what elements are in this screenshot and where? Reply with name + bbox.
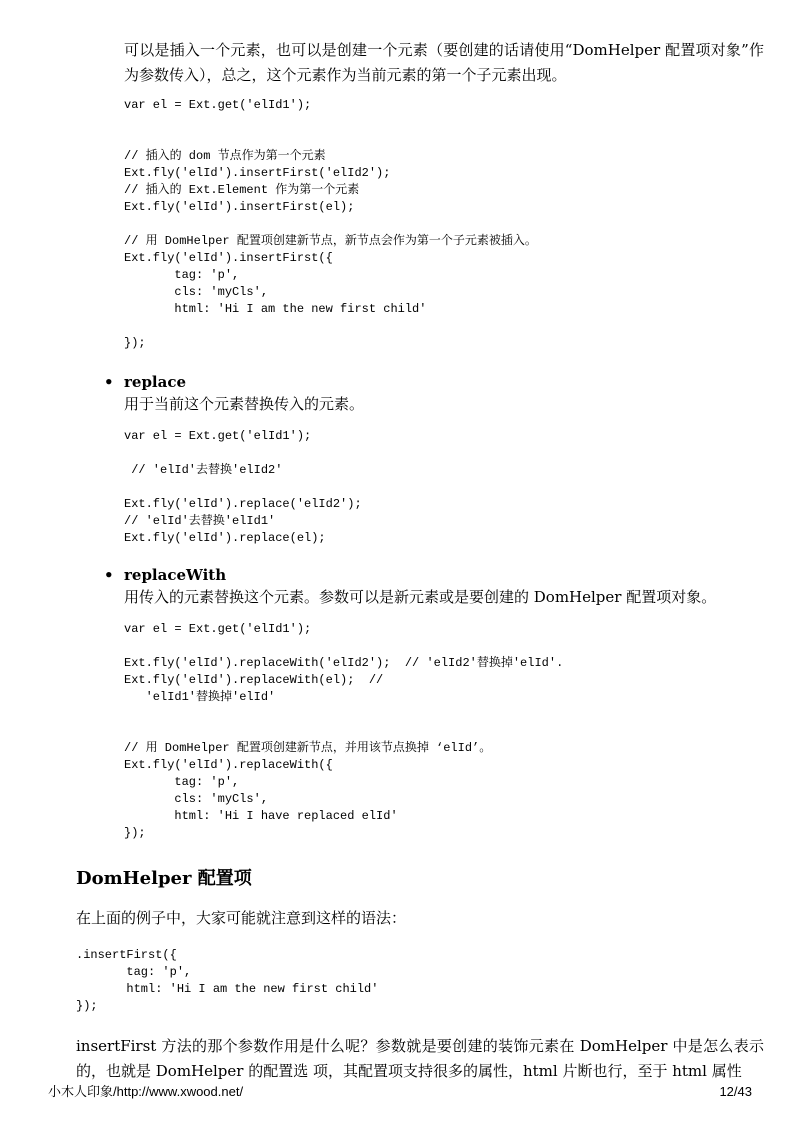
code-block-replace-with: var el = Ext.get('elId1'); Ext.fly('elId').replaceWith('elId2'); // 'elId2'替换掉'elId'. Ext.fly('elId').replaceWith(el); // 'elId1'替换掉'elId' // 用 DomHelper 配置项创建新节点，并用该节点换掉 ‘elId’。 Ext.fly('elId').replaceWith({ tag: 'p', cls: 'myCls', html: 'Hi I have replaced elId' });	[124, 622, 564, 840]
bullet-replace	[104, 371, 744, 393]
domhelper-closing-paragraph: insertFirst 方法的那个参数作用是什么呢？参数就是要创建的装饰元素在 DomHelper 中是怎么表示的，也就是 DomHelper 的配置选 项，其配置项支持很多的属性，html 片断也行，至于 html 属性	[76, 1037, 764, 1080]
domhelper-lead: 在上面的例子中，大家可能就注意到这样的语法：	[76, 909, 407, 927]
footer-source: 小木人印象/http://www.xwood.net/	[48, 1084, 244, 1099]
code-block-insert-first: var el = Ext.get('elId1'); // 插入的 dom 节点作为第一个元素 Ext.fly('elId').insertFirst('elId2'); // 插入的 Ext.Element 作为第一个元素 Ext.fly('elId').insertFirst(el); // 用 DomHelper 配置项创建新节点，新节点会作为第一个子元素被插入。 Ext.fly('elId').insertFirst({ tag: 'p', cls: 'myCls', html: 'Hi I am the new first child' });	[124, 98, 537, 350]
code-block-replace: var el = Ext.get('elId1'); // 'elId'去替换'elId2' Ext.fly('elId').replace('elId2'); // 'elId'去替换'elId1' Ext.fly('elId').replace(el);	[124, 429, 362, 545]
method-title-replace: replace	[124, 373, 187, 391]
method-desc-replace: 用于当前这个元素替换传入的元素。	[124, 395, 365, 413]
section-heading-domhelper: DomHelper 配置项	[76, 868, 252, 889]
method-title-replace-with: replaceWith	[124, 566, 227, 584]
method-desc-replace-with: 用传入的元素替换这个元素。参数可以是新元素或是要创建的 DomHelper 配置项对象。	[124, 588, 717, 606]
intro-paragraph: 可以是插入一个元素，也可以是创建一个元素（要创建的话请使用“DomHelper 配置项对象”作为参数传入），总之，这个元素作为当前元素的第一个子元素出现。	[124, 41, 764, 84]
bullet-icon: •	[104, 373, 114, 391]
bullet-replace-with	[104, 564, 744, 586]
page-number: 12/43	[719, 1084, 752, 1099]
bullet-icon: •	[104, 566, 114, 584]
code-block-domhelper: .insertFirst({ tag: 'p', html: 'Hi I am the new first child' });	[76, 948, 379, 1013]
